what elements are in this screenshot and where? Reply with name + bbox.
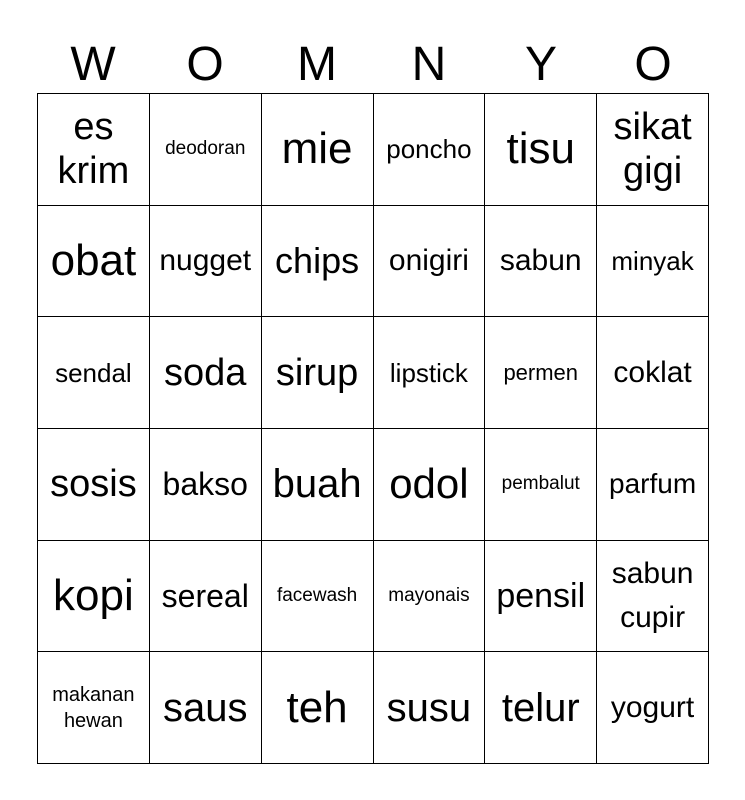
bingo-cell[interactable]	[150, 652, 262, 764]
cell-label: permen	[503, 359, 579, 385]
cell-label: tisu	[506, 124, 575, 174]
bingo-cell[interactable]	[150, 94, 262, 206]
bingo-cell[interactable]	[150, 541, 262, 653]
cell-label: mie	[281, 124, 353, 174]
bingo-cell[interactable]	[150, 429, 262, 541]
bingo-cell[interactable]	[597, 94, 709, 206]
header-letter-1: W	[70, 38, 116, 91]
cell-label: sereal	[161, 577, 249, 614]
cell-label: onigiri	[388, 243, 469, 277]
bingo-cell[interactable]	[38, 429, 150, 541]
bingo-cell[interactable]	[38, 206, 150, 318]
bingo-cell[interactable]	[485, 652, 597, 764]
bingo-cell[interactable]	[374, 429, 486, 541]
cell-label: sosis	[50, 463, 137, 506]
bingo-cell[interactable]	[38, 541, 150, 653]
bingo-cell[interactable]	[374, 94, 486, 206]
bingo-cell[interactable]	[150, 206, 262, 318]
bingo-cell[interactable]	[374, 541, 486, 653]
cell-label: sabun	[499, 243, 582, 277]
bingo-cell[interactable]	[485, 429, 597, 541]
bingo-cell[interactable]	[262, 317, 374, 429]
cell-label: yogurt	[610, 690, 695, 724]
bingo-header	[37, 37, 709, 93]
bingo-cell[interactable]	[597, 317, 709, 429]
cell-label: deodoran	[165, 138, 246, 160]
bingo-cell[interactable]	[597, 206, 709, 318]
header-letter-3: M	[297, 38, 337, 91]
bingo-cell[interactable]	[485, 541, 597, 653]
bingo-cell[interactable]	[485, 206, 597, 318]
cell-label: susu	[386, 685, 472, 730]
bingo-cell[interactable]	[38, 94, 150, 206]
bingo-cell[interactable]	[485, 317, 597, 429]
bingo-cell[interactable]	[262, 429, 374, 541]
bingo-cell[interactable]	[597, 429, 709, 541]
cell-label: minyak	[611, 245, 694, 276]
cell-label: sabun cupir	[611, 556, 694, 634]
cell-label: teh	[286, 682, 348, 732]
cell-label: buah	[272, 462, 362, 507]
header-letter-4: N	[411, 38, 447, 91]
bingo-cell[interactable]	[597, 541, 709, 653]
bingo-cell[interactable]	[262, 94, 374, 206]
cell-label: es krim	[57, 106, 130, 193]
bingo-cell[interactable]	[262, 652, 374, 764]
cell-label: obat	[50, 235, 137, 285]
cell-label: kopi	[53, 570, 134, 620]
cell-label: bakso	[162, 466, 248, 503]
cell-label: lipstick	[389, 357, 468, 388]
cell-label: pensil	[496, 576, 586, 615]
bingo-cell[interactable]	[597, 652, 709, 764]
cell-label: parfum	[609, 468, 697, 500]
bingo-cell[interactable]	[262, 206, 374, 318]
bingo-grid	[37, 93, 709, 764]
bingo-cell[interactable]	[38, 317, 150, 429]
cell-label: facewash	[276, 584, 358, 606]
cell-label: poncho	[386, 134, 472, 165]
bingo-cell[interactable]	[150, 317, 262, 429]
header-letter-6: O	[634, 38, 672, 91]
cell-label: makanan hewan	[52, 683, 135, 732]
bingo-cell[interactable]	[374, 652, 486, 764]
cell-label: chips	[275, 239, 360, 281]
header-letter-2: O	[186, 38, 224, 91]
header-letter-5: Y	[524, 38, 557, 91]
cell-label: odol	[389, 460, 469, 508]
cell-label: sirup	[275, 351, 359, 394]
cell-label: nugget	[159, 243, 252, 277]
cell-label: coklat	[613, 355, 692, 389]
cell-label: sikat gigi	[613, 106, 692, 193]
bingo-cell[interactable]	[374, 317, 486, 429]
cell-label: pembalut	[501, 473, 580, 495]
bingo-cell[interactable]	[262, 541, 374, 653]
cell-label: telur	[501, 685, 580, 730]
bingo-cell[interactable]	[485, 94, 597, 206]
cell-label: soda	[164, 351, 247, 394]
bingo-cell[interactable]	[38, 652, 150, 764]
cell-label: mayonais	[388, 584, 470, 606]
cell-label: sendal	[55, 357, 132, 388]
bingo-cell[interactable]	[374, 206, 486, 318]
cell-label: saus	[162, 685, 248, 730]
